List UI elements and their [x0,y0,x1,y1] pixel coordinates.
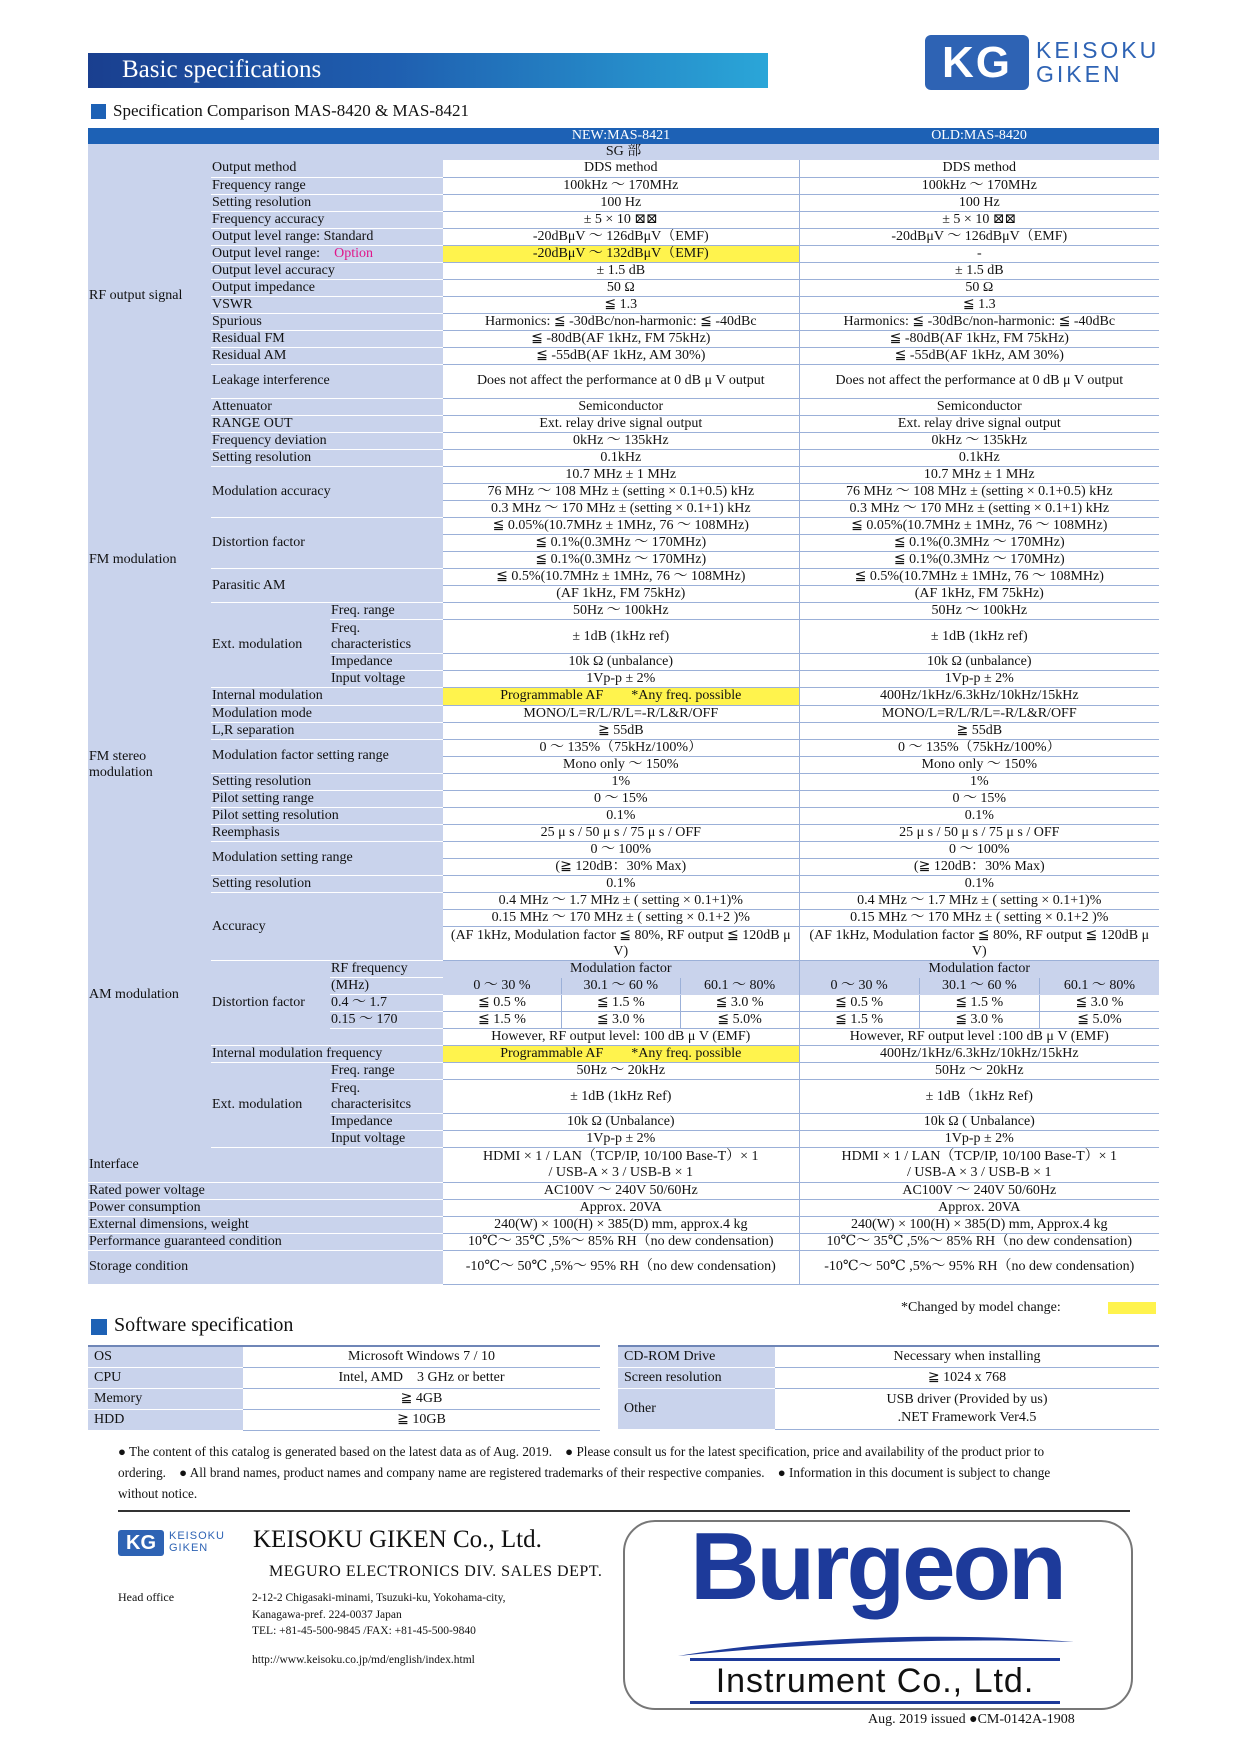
other-line-2: .NET Framework Ver4.5 [897,1410,1037,1425]
cell-old: ± 5 × 10 ⊠⊠ [799,211,1159,228]
cell-old: 0.1% [799,876,1159,893]
col-old: OLD:MAS-8420 [799,128,1159,144]
cell-old: 1Vp-p ± 2% [799,671,1159,688]
cell-old: (AF 1kHz, FM 75kHz) [799,586,1159,603]
cell-new: ≦ 1.3 [443,296,799,313]
cell-new: 0.1kHz [443,450,799,467]
dist-val: ≦ 3.0 % [715,994,764,1010]
sub-label-empty [330,1029,443,1046]
sw-key: Other [618,1389,775,1430]
cell-new: 50Hz ～ 20kHz [443,1063,799,1080]
sub-label: 0.15 ～ 170 [330,1012,443,1029]
cell-old: ≦ -80dB(AF 1kHz, FM 75kHz) [799,330,1159,347]
phone-fax: TEL: +81-45-500-9845 /FAX: +81-45-500-9840 [252,1625,476,1637]
col-new: NEW:MAS-8421 [443,128,799,144]
cell-new-changed: Programmable AF *Any freq. possible [443,688,799,705]
sw-value: ≧ 10GB [243,1410,600,1431]
cell-old: Does not affect the performance at 0 dB μ V output [799,364,1159,398]
cell-new: 0.1% [443,876,799,893]
sg-label: SG 部 [88,144,1159,160]
head-office-label: Head office [118,1590,175,1604]
issue-code: Aug. 2019 issued ●CM-0142A-1908 [868,1712,1075,1727]
row-label: Storage condition [88,1250,443,1284]
burgeon-subtitle: Instrument Co., Ltd. [690,1658,1060,1704]
row-label: RANGE OUT [211,415,443,432]
iface-line-1: HDMI × 1 / LAN（TCP/IP, 10/100 Base-T）× 1 [482,1148,759,1164]
cell-new: 0 ～ 15% [443,790,799,807]
iface-line-2: / USB-A × 3 / USB-B × 1 [548,1164,694,1180]
cell-old: 1Vp-p ± 2% [799,1131,1159,1148]
dist-val: ≦ 0.5 % [443,995,562,1011]
cell-new: (AF 1kHz, Modulation factor ≦ 80%, RF output ≦ 120dB μ V) [443,927,799,961]
company-name: KEISOKU GIKEN Co., Ltd. [253,1526,542,1553]
cell-new: ≦ -55dB(AF 1kHz, AM 30%) [443,347,799,364]
row-label: Parasitic AM [211,569,443,603]
dist-val: ≦ 3.0 % [1075,994,1124,1010]
cell-old: AC100V ～ 240V 50/60Hz [799,1182,1159,1199]
change-note: *Changed by model change: [901,1300,1061,1315]
sub-label: Freq. characterisitcs [330,1080,443,1114]
cell-old: Ext. relay drive signal output [799,415,1159,432]
row-label-text: Output level range: [212,245,321,261]
cell-old: 0kHz ～ 135kHz [799,433,1159,450]
row-label: Spurious [211,313,443,330]
cell-old: ≦ -55dB(AF 1kHz, AM 30%) [799,347,1159,364]
cell-new: 240(W) × 100(H) × 385(D) mm, approx.4 kg [443,1216,799,1233]
website-link[interactable]: http://www.keisoku.co.jp/md/english/index.html [252,1654,475,1666]
cell-new: ± 1dB (1kHz Ref) [443,1080,799,1114]
sub-label: Freq. range [330,603,443,620]
sw-value: ≧ 1024 x 768 [775,1368,1159,1389]
cell-new: AC100V ～ 240V 50/60Hz [443,1182,799,1199]
sub-label: Input voltage [330,671,443,688]
dist-cols-old [799,978,1159,995]
cell-new: 0.3 MHz ～ 170 MHz ± (setting × 0.1+1) kHz [443,501,799,518]
cell-old: 0.15 MHz ～ 170 MHz ± ( setting × 0.1+2 )% [799,910,1159,927]
cell-new: ≦ -80dB(AF 1kHz, FM 75kHz) [443,330,799,347]
change-swatch [1108,1302,1156,1314]
dist-col: 0 ～ 30 % [800,978,920,994]
other-line-1: USB driver (Provided by us) [886,1392,1048,1407]
cell-new: (AF 1kHz, FM 75kHz) [443,586,799,603]
software-table-left [88,1345,600,1431]
brand-line-1: KEISOKU [1036,37,1160,63]
row-label: Setting resolution [211,773,443,790]
cell-new: However, RF output level: 100 dB μ V (EMF) [443,1029,799,1046]
sub-label: RF frequency [330,961,443,978]
spec-header-row [88,128,1159,144]
row-label: Ext. modulation [211,603,330,688]
cell-new: ± 5 × 10 ⊠⊠ [443,211,799,228]
dist-val: ≦ 3.0 % [920,1012,1040,1028]
cell-old: However, RF output level :100 dB μ V (EMF) [799,1029,1159,1046]
cell-new: Ext. relay drive signal output [443,415,799,432]
cell-old: (≧ 120dB：30% Max) [799,859,1159,876]
sw-value: Microsoft Windows 7 / 10 [243,1346,600,1368]
cell-new: Approx. 20VA [443,1199,799,1216]
cell-old: 10℃～ 35℃ ,5%～ 85% RH（no dew condensation) [799,1233,1159,1250]
cell-old: 0.3 MHz ～ 170 MHz ± (setting × 0.1+1) kHz [799,501,1159,518]
cell-new: 76 MHz ～ 108 MHz ± (setting × 0.1+0.5) kHz [443,484,799,501]
disclaimer: ● The content of this catalog is generated based on the latest data as of Aug. 2019. ● Please consult us for the latest specification, price and availability of the product prior to ordering. ● All brand names, product names and company name are registered trademarks of their respective companies. ● Information in this document is subject to change without notice. [118,1444,1051,1501]
cell-new: -10℃～ 50℃ ,5%～ 95% RH（no dew condensation) [443,1250,799,1284]
page-title: Basic specifications [122,56,322,83]
cell-old: 0 ～ 100% [799,842,1159,859]
row-label: Modulation setting range [211,842,443,876]
sub-label: Input voltage [330,1131,443,1148]
cell-old: DDS method [799,160,1159,177]
cell-old: 100kHz ～ 170MHz [799,177,1159,194]
cell-old: ≦ 0.1%(0.3MHz ～ 170MHz) [799,552,1159,569]
cell-new: 1Vp-p ± 2% [443,671,799,688]
cell-new: 100 Hz [443,194,799,211]
cell-old: 0.4 MHz ～ 1.7 MHz ± ( setting × 0.1+1)% [799,893,1159,910]
cell-old: ≦ 0.5%(10.7MHz ± 1MHz, 76 ～ 108MHz) [799,569,1159,586]
department: MEGURO ELECTRONICS DIV. SALES DEPT. [269,1563,603,1580]
row-label: Performance guaranteed condition [88,1233,443,1250]
cell-new: DDS method [443,160,799,177]
cell-old: MONO/L=R/L/R/L=-R/L&R/OFF [799,705,1159,722]
cell-old: 0 ～ 135%（75kHz/100%） [799,739,1159,756]
cell-new-changed: Programmable AF *Any freq. possible [443,1046,799,1063]
cell-old: ± 1dB (1kHz ref) [799,620,1159,654]
cell-new: 50Hz ～ 100kHz [443,603,799,620]
cell-old: ≦ 0.1%(0.3MHz ～ 170MHz) [799,535,1159,552]
cell-old: -10℃～ 50℃ ,5%～ 95% RH（no dew condensation) [799,1250,1159,1284]
row-label: Frequency accuracy [211,211,443,228]
software-table-right [618,1345,1159,1430]
group-stereo: FM stereo modulation [88,688,211,842]
dist-row-new [443,995,799,1012]
dist-cols-new [443,978,799,995]
cell-old: Harmonics: ≦ -30dBc/non-harmonic: ≦ -40dBc [799,313,1159,330]
sg-row [88,144,1159,160]
cell-new: Does not affect the performance at 0 dB μ V output [443,364,799,398]
dist-row-old [799,1012,1159,1029]
footer-brand-line-1: KEISOKU [169,1530,225,1542]
sw-value [775,1389,1159,1430]
cell-old: 50 Ω [799,279,1159,296]
address-line-1: 2-12-2 Chigasaki-minami, Tsuzuki-ku, Yokohama-city, [252,1592,506,1604]
row-label: Interface [88,1148,443,1182]
mod-factor-header: Modulation factor [799,961,1159,978]
row-label: Power consumption [88,1199,443,1216]
cell-new: 0 ～ 135%（75kHz/100%） [443,739,799,756]
row-label: Rated power voltage [88,1182,443,1199]
footer-brand [169,1530,225,1554]
row-label: Pilot setting range [211,790,443,807]
cell-old: Semiconductor [799,398,1159,415]
row-label: Residual FM [211,330,443,347]
cell-new: (≧ 120dB：30% Max) [443,859,799,876]
dist-val: ≦ 1.5 % [443,1012,562,1028]
sw-value: ≧ 4GB [243,1389,600,1410]
dist-col: 30.1 ～ 60 % [562,978,681,994]
group-am: AM modulation [88,842,211,1149]
dist-val: ≦ 1.5 % [800,1012,920,1028]
row-label: Ext. modulation [211,1063,330,1148]
cell-old: (AF 1kHz, Modulation factor ≦ 80%, RF output ≦ 120dB μ V) [799,927,1159,961]
dist-val: ≦ 5.0% [1077,1012,1122,1027]
row-label: Attenuator [211,398,443,415]
burgeon-logo: Burgeon [690,1513,1064,1620]
cell-old: 0 ～ 15% [799,790,1159,807]
row-label: Setting resolution [211,876,443,893]
sw-key: CD-ROM Drive [618,1346,775,1368]
cell-old: 10.7 MHz ± 1 MHz [799,467,1159,484]
sw-key: OS [88,1346,243,1368]
dist-row-new [443,1012,799,1029]
cell-new: ≦ 0.1%(0.3MHz ～ 170MHz) [443,535,799,552]
row-label: Distortion factor [211,961,330,1046]
cell-new: 1% [443,773,799,790]
cell-new: 0kHz ～ 135kHz [443,433,799,450]
cell-old: Mono only ～ 150% [799,756,1159,773]
row-label: Modulation accuracy [211,467,443,518]
cell-old: 0.1% [799,807,1159,824]
cell-old: 1% [799,773,1159,790]
cell-new: 0.15 MHz ～ 170 MHz ± ( setting × 0.1+2 )% [443,910,799,927]
row-label [211,245,443,262]
group-fm: FM modulation [88,433,211,689]
cell-new: ≦ 0.1%(0.3MHz ～ 170MHz) [443,552,799,569]
row-label: L,R separation [211,722,443,739]
cell-new: 0.1% [443,807,799,824]
row-label: VSWR [211,296,443,313]
mod-factor-header: Modulation factor [443,961,799,978]
section-bullet-icon [91,104,106,119]
footer-brand-line-2: GIKEN [169,1542,209,1554]
sub-label: Freq. range [330,1063,443,1080]
cell-new: 0 ～ 100% [443,842,799,859]
row-label: Internal modulation frequency [211,1046,443,1063]
brand-line-2: GIKEN [1036,61,1123,87]
cell-old: ± 1.5 dB [799,262,1159,279]
cell-old: 50Hz ～ 100kHz [799,603,1159,620]
cell-new: ≦ 0.5%(10.7MHz ± 1MHz, 76 ～ 108MHz) [443,569,799,586]
cell-old: ≦ 0.05%(10.7MHz ± 1MHz, 76 ～ 108MHz) [799,518,1159,535]
row-label: External dimensions, weight [88,1216,443,1233]
sw-key: HDD [88,1410,243,1431]
row-label: Output method [211,160,443,177]
group-rf: RF output signal [88,160,211,433]
dist-row-old [799,995,1159,1012]
cell-old: 50Hz ～ 20kHz [799,1063,1159,1080]
cell-new: Harmonics: ≦ -30dBc/non-harmonic: ≦ -40dBc [443,313,799,330]
cell-new: Semiconductor [443,398,799,415]
cell-new: 100kHz ～ 170MHz [443,177,799,194]
iface-line-1: HDMI × 1 / LAN（TCP/IP, 10/100 Base-T）× 1 [841,1148,1118,1164]
dist-val: ≦ 0.5 % [800,995,920,1011]
row-label: Frequency deviation [211,433,443,450]
sw-value: Necessary when installing [775,1346,1159,1368]
cell-old: ≦ 1.3 [799,296,1159,313]
row-label: Leakage interference [211,364,443,398]
cell-new: 50 Ω [443,279,799,296]
cell-old: ≧ 55dB [799,722,1159,739]
sub-label: Impedance [330,1114,443,1131]
cell-old: 240(W) × 100(H) × 385(D) mm, Approx.4 kg [799,1216,1159,1233]
row-label: Distortion factor [211,518,443,569]
cell-old: 25 μ s / 50 μ s / 75 μ s / OFF [799,824,1159,841]
cell-new: 1Vp-p ± 2% [443,1131,799,1148]
address [252,1590,505,1640]
sub-label: Freq. characteristics [330,620,443,654]
cell-new: 10k Ω (unbalance) [443,654,799,671]
footer-kg-logo: KG [118,1530,164,1556]
cell-old: Approx. 20VA [799,1199,1159,1216]
dist-col: 0 ～ 30 % [443,978,562,994]
row-label: Frequency range [211,177,443,194]
cell-new: ± 1dB (1kHz ref) [443,620,799,654]
sub-label: 0.4 ～ 1.7 [330,995,443,1012]
row-label: Setting resolution [211,450,443,467]
row-label: Accuracy [211,893,443,961]
cell-old: 10k Ω ( Unbalance) [799,1114,1159,1131]
cell-new: 0.4 MHz ～ 1.7 MHz ± ( setting × 0.1+1)% [443,893,799,910]
cell-old [799,1148,1159,1182]
iface-line-2: / USB-A × 3 / USB-B × 1 [907,1164,1052,1180]
row-label: Residual AM [211,347,443,364]
dist-val: ≦ 1.5 % [562,995,681,1011]
cell-new: 10k Ω (Unbalance) [443,1114,799,1131]
row-label: Modulation mode [211,705,443,722]
cell-old: - [799,245,1159,262]
sw-key: Memory [88,1389,243,1410]
cell-old: 400Hz/1kHz/6.3kHz/10kHz/15kHz [799,688,1159,705]
row-label: Output level accuracy [211,262,443,279]
cell-old: ± 1dB（1kHz Ref) [799,1080,1159,1114]
cell-old: 0.1kHz [799,450,1159,467]
cell-new: MONO/L=R/L/R/L=-R/L&R/OFF [443,705,799,722]
cell-old: -20dBμV ～ 126dBμV（EMF) [799,228,1159,245]
dist-col: 60.1 ～ 80% [1063,978,1136,993]
sub-label: Impedance [330,654,443,671]
row-label: Reemphasis [211,824,443,841]
address-line-2: Kanagawa-pref. 224-0037 Japan [252,1608,402,1621]
dist-col: 30.1 ～ 60 % [920,978,1040,994]
cell-new: Mono only ～ 150% [443,756,799,773]
dist-val: ≦ 3.0 % [562,1012,681,1028]
row-label: Output level range: Standard [211,228,443,245]
section-bullet-icon [91,1319,107,1335]
cell-old: 10k Ω (unbalance) [799,654,1159,671]
row-label: Pilot setting resolution [211,807,443,824]
sub-label: (MHz) [330,978,443,995]
cell-new: ± 1.5 dB [443,262,799,279]
swoosh-icon [676,1632,1076,1658]
dist-val: ≦ 1.5 % [920,995,1040,1011]
brand-name [1036,38,1159,86]
dist-val: ≦ 5.0% [717,1012,762,1027]
cell-new-changed: -20dBμV ～ 132dBμV（EMF) [443,245,799,262]
cell-old: 100 Hz [799,194,1159,211]
software-title: Software specification [114,1314,294,1336]
cell-new: ≧ 55dB [443,722,799,739]
dist-col: 60.1 ～ 80% [704,978,776,993]
sw-value: Intel, AMD 3 GHz or better [243,1368,600,1389]
sw-key: CPU [88,1368,243,1389]
cell-old: 400Hz/1kHz/6.3kHz/10kHz/15kHz [799,1046,1159,1063]
option-tag: Option [334,245,373,261]
cell-old: 76 MHz ～ 108 MHz ± (setting × 0.1+0.5) kHz [799,484,1159,501]
row-label: Internal modulation [211,688,443,705]
sw-key: Screen resolution [618,1368,775,1389]
row-label: Output impedance [211,279,443,296]
cell-new: -20dBμV ～ 126dBμV（EMF) [443,228,799,245]
cell-new: ≦ 0.05%(10.7MHz ± 1MHz, 76 ～ 108MHz) [443,518,799,535]
cell-new: 10℃～ 35℃ ,5%～ 85% RH（no dew condensation) [443,1233,799,1250]
row-label: Setting resolution [211,194,443,211]
cell-new [443,1148,799,1182]
cell-new: 10.7 MHz ± 1 MHz [443,467,799,484]
row-label: Modulation factor setting range [211,739,443,773]
comparison-title: Specification Comparison MAS-8420 & MAS-8421 [113,101,470,120]
spec-table [88,128,1159,1285]
kg-logo: KG [925,35,1029,90]
cell-new: 25 μ s / 50 μ s / 75 μ s / OFF [443,824,799,841]
